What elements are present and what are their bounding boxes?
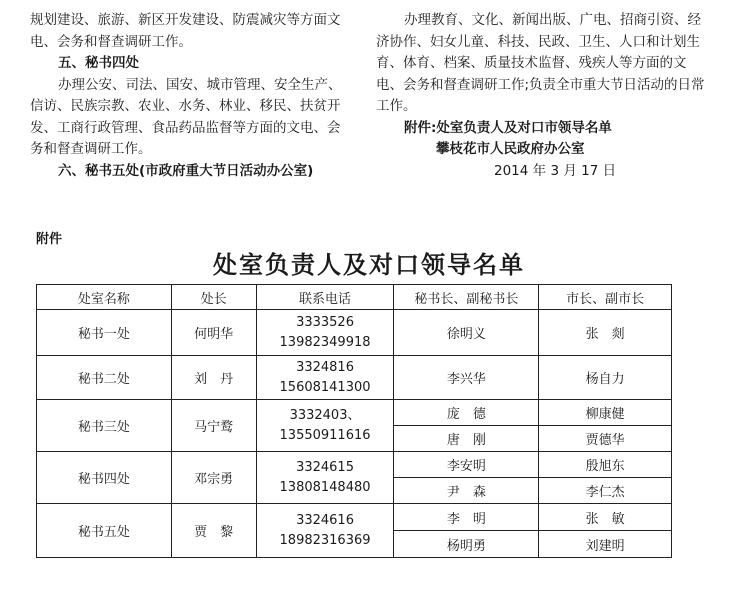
office-phone: 3332403、 xyxy=(289,407,361,423)
mobile-phone: 18982316369 xyxy=(279,532,371,548)
secretary-cell: 李安明 xyxy=(394,452,539,478)
office-phone: 3324816 xyxy=(296,359,354,375)
appendix-label: 附件 xyxy=(36,232,63,247)
office-phone: 3333526 xyxy=(296,314,354,330)
mobile-phone: 13808148480 xyxy=(279,479,371,495)
left-text-column xyxy=(30,10,352,182)
mayor-cell: 张 剡 xyxy=(539,310,672,356)
mobile-phone: 13982349918 xyxy=(279,334,371,350)
office-phone: 3324615 xyxy=(296,459,354,475)
mobile-phone: 13550911616 xyxy=(279,427,371,443)
chief-cell: 邓宗勇 xyxy=(171,452,256,504)
secretary-cell: 唐 刚 xyxy=(394,426,539,452)
phone-cell xyxy=(256,452,394,504)
phone-cell xyxy=(256,504,394,558)
table-title: 处室负责人及对口领导名单 xyxy=(213,250,525,279)
secretary-cell: 李兴华 xyxy=(394,356,539,400)
dept-cell: 秘书四处 xyxy=(37,452,172,504)
left-paragraph-1: 规划建设、旅游、新区开发建设、防震减灾等方面文电、会务和督查调研工作。 xyxy=(30,12,341,50)
table-row xyxy=(37,504,672,531)
mayor-cell: 殷旭东 xyxy=(539,452,672,478)
right-paragraph-1: 办理教育、文化、新闻出版、广电、招商引资、经济协作、妇女儿童、科技、民政、卫生、人口和计划生育、体育、档案、质量技术监督、残疾人等方面的文电、会务和督查调研工作;负责全市重大节日活动的日常工作。 xyxy=(376,12,705,114)
section-6-heading: 六、秘书五处(市政府重大节日活动办公室) xyxy=(58,162,314,179)
chief-cell: 贾 黎 xyxy=(171,504,256,558)
header-mayor: 市长、副市长 xyxy=(539,285,672,310)
dept-cell: 秘书二处 xyxy=(37,356,172,400)
signing-date: 2014 年 3 月 17 日 xyxy=(494,162,617,179)
phone-cell xyxy=(256,400,394,452)
office-phone: 3324616 xyxy=(296,512,354,528)
leader-roster-table xyxy=(36,284,672,558)
section-5-heading: 五、秘书四处 xyxy=(58,55,139,71)
header-chief: 处长 xyxy=(171,285,256,310)
secretary-cell: 徐明义 xyxy=(394,310,539,356)
right-text-column xyxy=(376,10,706,182)
phone-cell xyxy=(256,310,394,356)
header-secretary: 秘书长、副秘书长 xyxy=(394,285,539,310)
table-row xyxy=(37,310,672,356)
secretary-cell: 杨明勇 xyxy=(394,531,539,558)
table-row xyxy=(37,452,672,478)
table-header-row xyxy=(37,285,672,310)
phone-cell xyxy=(256,356,394,400)
secretary-cell: 庞 德 xyxy=(394,400,539,426)
header-dept: 处室名称 xyxy=(37,285,172,310)
mayor-cell: 贾德华 xyxy=(539,426,672,452)
mayor-cell: 刘建明 xyxy=(539,531,672,558)
secretary-cell: 尹 森 xyxy=(394,478,539,504)
section-5-body: 办理公安、司法、国安、城市管理、安全生产、信访、民族宗教、农业、水务、林业、移民、扶贫开发、工商行政管理、食品药品监督等方面的文电、会务和督查调研工作。 xyxy=(30,76,342,157)
chief-cell: 刘 丹 xyxy=(171,356,256,400)
dept-cell: 秘书一处 xyxy=(37,310,172,356)
header-phone: 联系电话 xyxy=(256,285,394,310)
mobile-phone: 15608141300 xyxy=(279,379,371,395)
attachment-note: 附件:处室负责人及对口市领导名单 xyxy=(404,119,612,136)
secretary-cell: 李 明 xyxy=(394,504,539,531)
dept-cell: 秘书五处 xyxy=(37,504,172,558)
mayor-cell: 张 敏 xyxy=(539,504,672,531)
dept-cell: 秘书三处 xyxy=(37,400,172,452)
table-row xyxy=(37,400,672,426)
mayor-cell: 杨自力 xyxy=(539,356,672,400)
chief-cell: 马宁鹜 xyxy=(171,400,256,452)
mayor-cell: 李仁杰 xyxy=(539,478,672,504)
signing-organization: 攀枝花市人民政府办公室 xyxy=(436,141,585,157)
chief-cell: 何明华 xyxy=(171,310,256,356)
mayor-cell: 柳康健 xyxy=(539,400,672,426)
table-row xyxy=(37,356,672,400)
